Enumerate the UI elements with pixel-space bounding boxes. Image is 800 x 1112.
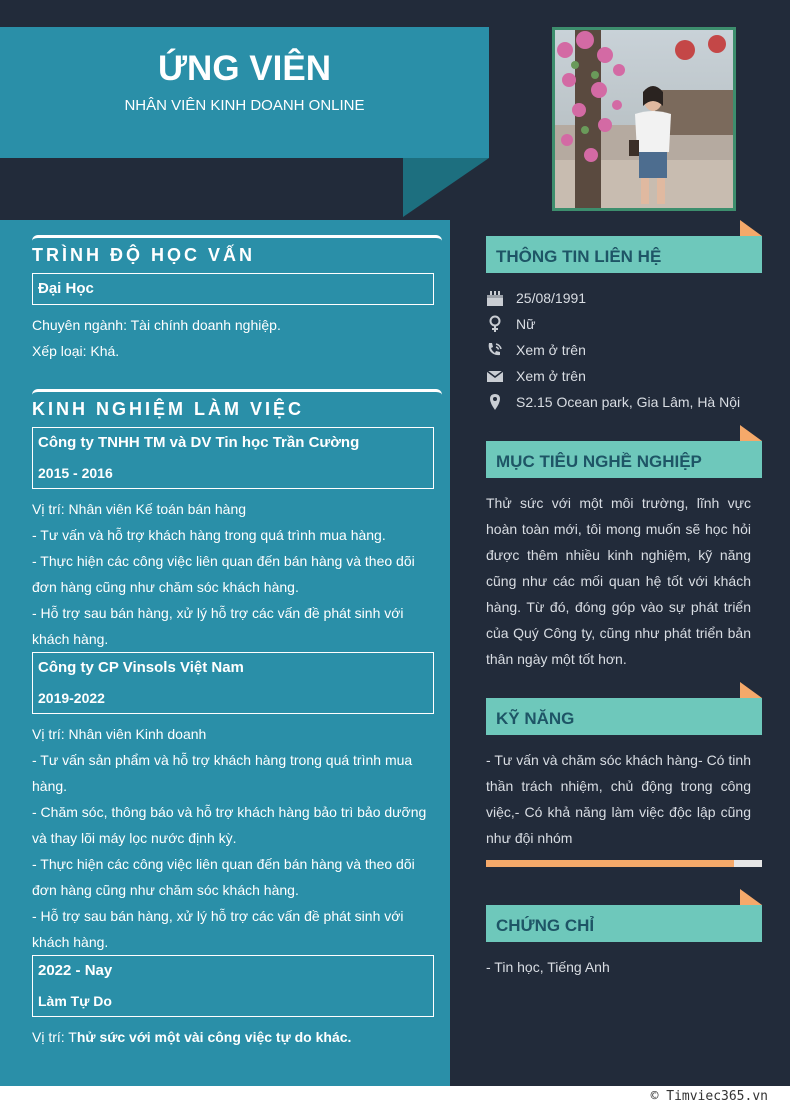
- job-3-box: [32, 955, 434, 1017]
- female-icon: [486, 315, 504, 333]
- job-1-line: - Hỗ trợ sau bán hàng, xử lý hỗ trợ các vấn đề phát sinh với khách hàng.: [32, 605, 404, 647]
- education-degree: Đại Học: [38, 280, 94, 297]
- birthday-cake-icon: [486, 289, 504, 307]
- section-tab-decoration: [740, 682, 762, 698]
- phone-icon: [486, 341, 504, 359]
- contact-address: S2.15 Ocean park, Gia Lâm, Hà Nội: [486, 389, 776, 415]
- section-tab-decoration: [740, 425, 762, 441]
- candidate-position: NHÂN VIÊN KINH DOANH ONLINE: [124, 97, 365, 114]
- objective-heading: MỤC TIÊU NGHỀ NGHIỆP: [486, 441, 762, 478]
- job-2-box: [32, 652, 434, 714]
- contact-birthday: 25/08/1991: [486, 285, 776, 311]
- education-rank: Xếp loại: Khá.: [32, 343, 120, 359]
- job-3-period: 2022 - Nay: [38, 962, 113, 979]
- job-1-box: [32, 427, 434, 489]
- job-1-details: [32, 496, 438, 652]
- left-column: [0, 220, 450, 1086]
- section-tab-decoration: [740, 220, 762, 236]
- banner-fold-decoration: [403, 158, 489, 217]
- contact-phone: Xem ở trên: [486, 337, 776, 363]
- profile-photo: [552, 27, 736, 211]
- job-3-type: Làm Tự Do: [38, 993, 112, 1009]
- job-3-position-prefix: Vị trí: T: [32, 1029, 77, 1045]
- job-2-line: - Chăm sóc, thông báo và hỗ trợ khách hàng bảo trì bảo dưỡng và thay lõi máy lọc nước định kỳ.: [32, 804, 427, 846]
- skill-level-fill: [486, 860, 734, 867]
- education-details: [32, 312, 438, 364]
- job-2-line: - Thực hiện các công việc liên quan đến bán hàng và theo dõi đơn hàng cũng như chăm sóc khách hàng.: [32, 856, 415, 898]
- certificates-heading: CHỨNG CHỈ: [486, 905, 762, 942]
- job-2-period: 2019-2022: [38, 690, 105, 706]
- job-1-line: - Tư vấn và hỗ trợ khách hàng trong quá trình mua hàng.: [32, 527, 386, 543]
- objective-text: Thử sức với một môi trường, lĩnh vực hoàn toàn mới, tôi mong muốn sẽ học hỏi được thêm nhiều kinh nghiệm, kỹ năng cũng như các mối quan hệ tốt với khách hàng. Từ đó, đóng góp vào sự phát triển của Quý Công ty, cũng như phát triển bản thân ngày một tốt hơn.: [486, 495, 751, 667]
- job-3-position-text: hử sức với một vài công việc tự do khác.: [76, 1029, 352, 1045]
- job-2-line: - Hỗ trợ sau bán hàng, xử lý hỗ trợ các vấn đề phát sinh với khách hàng.: [32, 908, 404, 950]
- job-2-company: Công ty CP Vinsols Việt Nam: [38, 659, 244, 676]
- job-2-details: [32, 721, 438, 955]
- job-1-line: Vị trí: Nhân viên Kế toán bán hàng: [32, 501, 247, 517]
- skill-level-bar: [486, 860, 762, 867]
- envelope-icon: [486, 367, 504, 385]
- experience-heading: KINH NGHIỆM LÀM VIỆC: [32, 389, 442, 420]
- contact-heading: THÔNG TIN LIÊN HỆ: [486, 236, 762, 273]
- education-major: Chuyên ngành: Tài chính doanh nghiệp.: [32, 317, 281, 333]
- job-3-details: [32, 1024, 438, 1050]
- job-1-company: Công ty TNHH TM và DV Tin học Trần Cường: [38, 434, 360, 451]
- map-marker-icon: [486, 393, 504, 411]
- footer-credit: © Timviec365.vn: [650, 1089, 768, 1104]
- skills-text: - Tư vấn và chăm sóc khách hàng- Có tinh thần trách nhiệm, chủ động trong công việc,- Có khả năng làm việc độc lập cũng như đội nhóm: [486, 752, 751, 846]
- education-heading: TRÌNH ĐỘ HỌC VẤN: [32, 235, 442, 266]
- job-2-line: Vị trí: Nhân viên Kinh doanh: [32, 726, 207, 742]
- job-1-line: - Thực hiện các công việc liên quan đến bán hàng và theo dõi đơn hàng cũng như chăm sóc khách hàng.: [32, 553, 415, 595]
- job-2-line: - Tư vấn sản phẩm và hỗ trợ khách hàng trong quá trình mua hàng.: [32, 752, 413, 794]
- contact-gender: Nữ: [486, 311, 776, 337]
- header-banner: [0, 27, 489, 158]
- education-degree-box: [32, 273, 434, 305]
- contact-email: Xem ở trên: [486, 363, 776, 389]
- section-tab-decoration: [740, 889, 762, 905]
- skills-heading: KỸ NĂNG: [486, 698, 762, 735]
- certificates-text: - Tin học, Tiếng Anh: [486, 959, 610, 975]
- candidate-name: ỨNG VIÊN: [158, 49, 331, 88]
- job-1-period: 2015 - 2016: [38, 465, 113, 481]
